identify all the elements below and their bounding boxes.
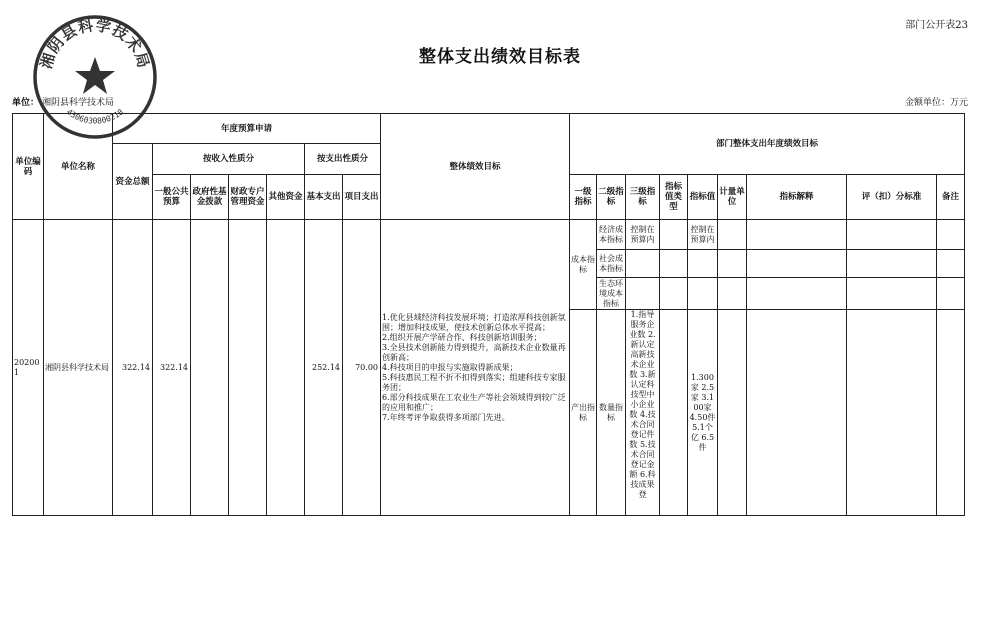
- basic-expense-header: 基本支出: [305, 175, 343, 220]
- goal-item: 2.组织开展产学研合作、科技创新培训服务；: [382, 332, 542, 342]
- measure-unit-header: 计量单位: [718, 175, 747, 220]
- total-funds-cell: 322.14: [113, 220, 153, 516]
- output-level1-cell: 产出指标: [570, 310, 597, 516]
- other-fund-header: 其他资金: [267, 175, 305, 220]
- unit-code-header: 单位编码: [13, 114, 44, 220]
- unit-label: 单位：: [12, 98, 40, 108]
- level2-header: 二级指标: [597, 175, 626, 220]
- seal-text: 湘阴县科学技术局: [37, 16, 153, 71]
- cost-level1-cell: 成本指标: [570, 220, 597, 310]
- remark-header: 备注: [937, 175, 965, 220]
- page-title: 整体支出绩效目标表: [419, 47, 581, 67]
- social-cost-value-cell: [688, 250, 718, 278]
- economic-cost-level3-cell: 控制在预算内: [626, 220, 660, 250]
- eco-cost-type-cell: [660, 278, 688, 310]
- economic-cost-value-cell: 控制在预算内: [688, 220, 718, 250]
- social-cost-type-cell: [660, 250, 688, 278]
- unit-name-header: 单位名称: [44, 114, 113, 220]
- output-level3-cell: 1.指导服务企业数 2.新认定高新技术企业数 3.新认定科技型中小企业数 4.技术合同登记件数 5.技术合同登记金额 6.科技成果登: [626, 310, 660, 516]
- social-cost-scoring-cell: [847, 250, 937, 278]
- output-explanation-cell: [747, 310, 847, 516]
- goal-item: 3.全县技术创新能力得到提升，高新技术企业数量再创新高；: [382, 342, 566, 362]
- amount-unit-label: 金额单位：万元: [904, 98, 968, 108]
- goal-item: 4.科技项目的申报与实施取得新成果；: [382, 362, 518, 372]
- explanation-header: 指标解释: [747, 175, 847, 220]
- value-type-header: 指标值类型: [660, 175, 688, 220]
- other-fund-cell: [267, 220, 305, 516]
- output-level2-cell: 数量指标: [597, 310, 626, 516]
- eco-cost-level2-cell: 生态环境成本指标: [597, 278, 626, 310]
- economic-cost-explanation-cell: [747, 220, 847, 250]
- goal-item: 1.优化县域经济科技发展环境；打造浓厚科技创新氛围；增加科技成果，使技术创新总体水平提高；: [382, 312, 566, 332]
- output-remark-cell: [937, 310, 965, 516]
- level3-header: 三级指标: [626, 175, 660, 220]
- unit-name: 湘阴县科学技术局: [42, 98, 115, 108]
- gov-fund-header: 政府性基金拨款: [191, 175, 229, 220]
- unit-name-cell: 湘阴县科学技术局: [44, 220, 113, 516]
- annual-goal-header: 部门整体支出年度绩效目标: [570, 114, 965, 175]
- eco-cost-remark-cell: [937, 278, 965, 310]
- by-income-header: 按收入性质分: [153, 144, 305, 175]
- eco-cost-scoring-cell: [847, 278, 937, 310]
- economic-cost-scoring-cell: [847, 220, 937, 250]
- budget-apply-header: 年度预算申请: [113, 114, 381, 144]
- social-cost-explanation-cell: [747, 250, 847, 278]
- project-expense-cell: 70.00: [343, 220, 381, 516]
- special-fund-cell: [229, 220, 267, 516]
- economic-cost-type-cell: [660, 220, 688, 250]
- unit-code-cell: 202001: [13, 220, 44, 516]
- social-cost-unit-cell: [718, 250, 747, 278]
- overall-goal-header: 整体绩效目标: [381, 114, 570, 220]
- level1-header: 一级指标: [570, 175, 597, 220]
- social-cost-level2-cell: 社会成本指标: [597, 250, 626, 278]
- form-number: 部门公开表23: [905, 20, 968, 31]
- eco-cost-value-cell: [688, 278, 718, 310]
- eco-cost-unit-cell: [718, 278, 747, 310]
- output-scoring-cell: [847, 310, 937, 516]
- by-expense-header: 按支出性质分: [305, 144, 381, 175]
- goal-item: 7.年终考评争取获得多项部门先进。: [382, 412, 510, 422]
- eco-cost-level3-cell: [626, 278, 660, 310]
- general-budget-cell: 322.14: [153, 220, 191, 516]
- project-expense-header: 项目支出: [343, 175, 381, 220]
- scoring-header: 评（扣）分标准: [847, 175, 937, 220]
- social-cost-level3-cell: [626, 250, 660, 278]
- overall-goals-cell: [381, 220, 570, 516]
- general-budget-header: 一般公共预算: [153, 175, 191, 220]
- economic-cost-unit-cell: [718, 220, 747, 250]
- special-fund-header: 财政专户管理资金: [229, 175, 267, 220]
- goal-item: 5.科技惠民工程不折不扣得到落实；组建科技专家服务团；: [382, 372, 566, 392]
- economic-cost-remark-cell: [937, 220, 965, 250]
- eco-cost-explanation-cell: [747, 278, 847, 310]
- goal-item: 6.部分科技成果在工农业生产等社会领域得到较广泛的应用和推广；: [382, 392, 566, 412]
- value-header: 指标值: [688, 175, 718, 220]
- economic-cost-level2-cell: 经济成本指标: [597, 220, 626, 250]
- total-funds-header: 资金总额: [113, 144, 153, 220]
- output-value-cell: 1.300家 2.5家 3.100家 4.50件 5.1个亿 6.5件: [688, 310, 718, 516]
- social-cost-remark-cell: [937, 250, 965, 278]
- output-unit-cell: [718, 310, 747, 516]
- performance-goal-table: [12, 113, 965, 516]
- basic-expense-cell: 252.14: [305, 220, 343, 516]
- seal-code: 4306030800218: [64, 107, 126, 126]
- output-type-cell: [660, 310, 688, 516]
- gov-fund-cell: [191, 220, 229, 516]
